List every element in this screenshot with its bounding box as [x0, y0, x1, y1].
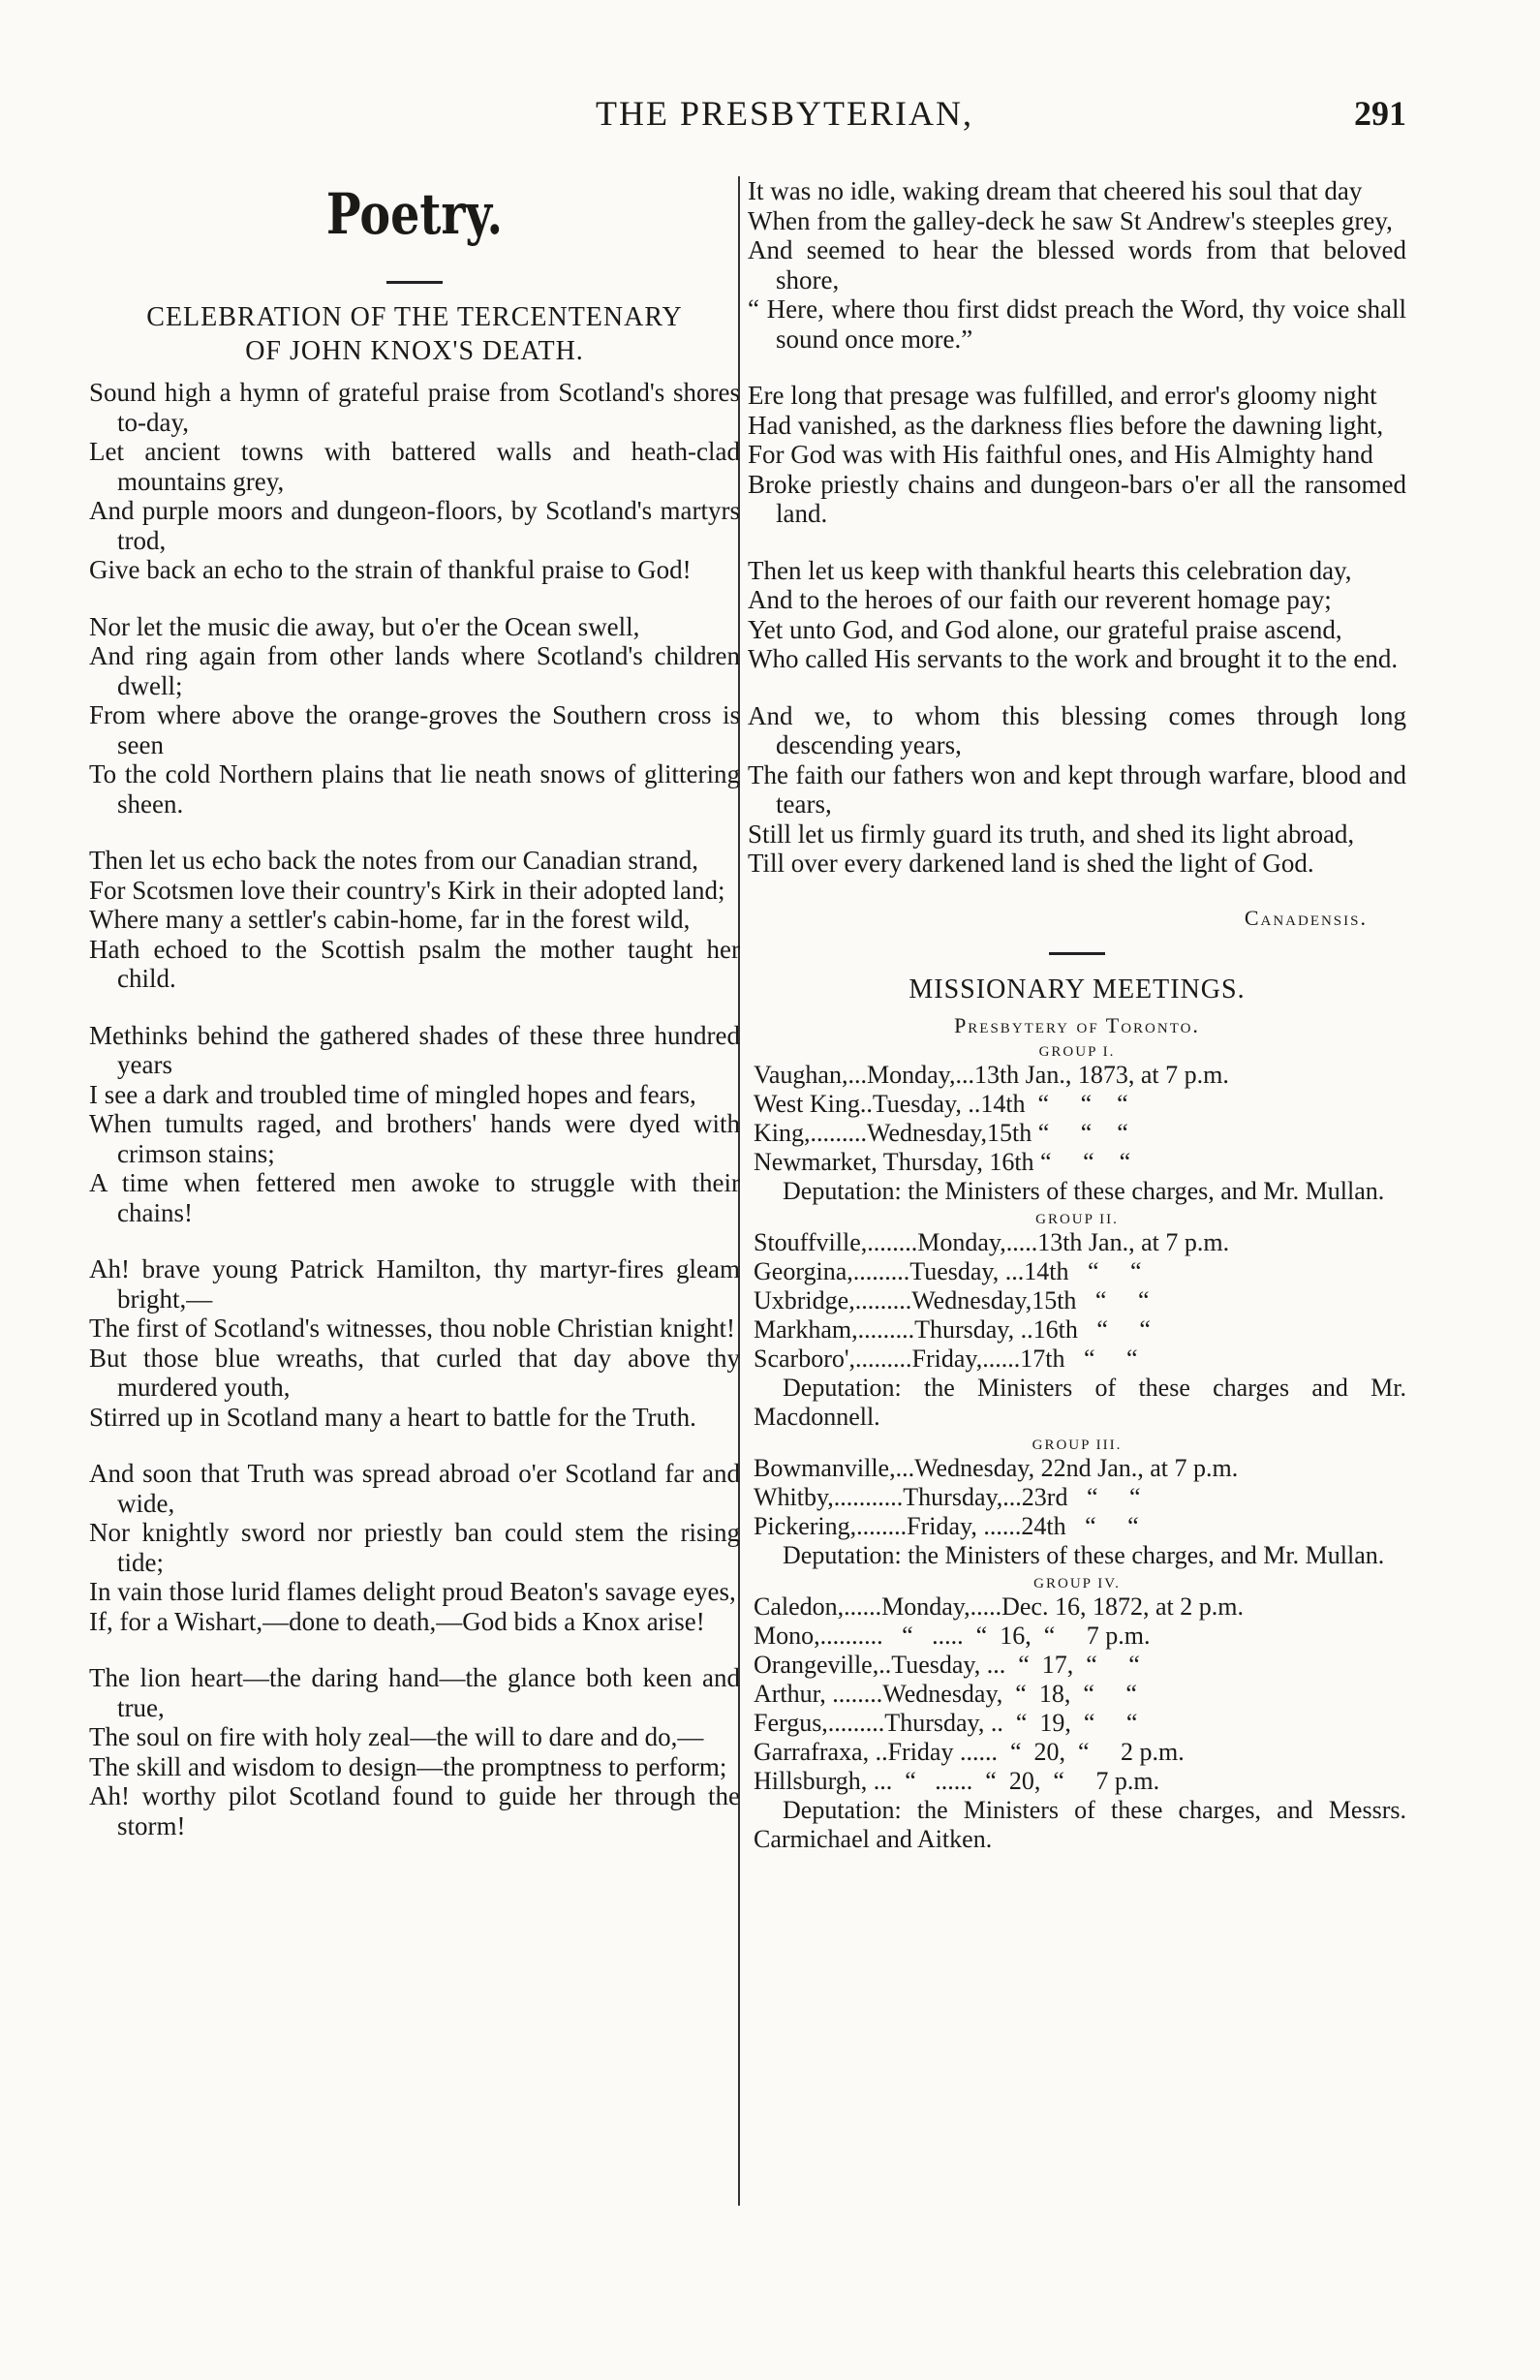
- meeting-line: Newmarket, Thursday, 16th “ “ “: [754, 1147, 1131, 1176]
- verse-line: Had vanished, as the darkness flies before the dawning light,: [748, 410, 1384, 440]
- verse-line: And purple moors and dungeon-floors, by Scotland's martyrs trod,: [89, 496, 740, 555]
- deputation-note: Deputation: the Ministers of these charges, and Messrs. Carmichael and Aitken.: [754, 1795, 1406, 1853]
- stanza: [89, 612, 740, 819]
- verse-line: Give back an echo to the strain of thankful praise to God!: [89, 555, 692, 585]
- verse-line: Let ancient towns with battered walls and heath-clad mountains grey,: [89, 437, 740, 496]
- section-rule: [1049, 952, 1105, 955]
- presbytery-subtitle: Presbytery of Toronto.: [954, 1012, 1200, 1037]
- verse-line: Ah! worthy pilot Scotland found to guide her through the storm!: [89, 1781, 740, 1840]
- meeting-line: Stouffville,........Monday,.....13th Jan., at 7 p.m.: [754, 1227, 1230, 1256]
- meeting-line: West King..Tuesday, ..14th “ “ “: [754, 1089, 1128, 1118]
- verse-line: The faith our fathers won and kept through warfare, blood and tears,: [748, 759, 1406, 819]
- verse-line: For Scotsmen love their country's Kirk in their adopted land;: [89, 875, 725, 905]
- stanza: [748, 381, 1406, 529]
- stanza: [89, 1254, 740, 1432]
- verse-line: “ Here, where thou first didst preach the Word, thy voice shall sound once more.”: [748, 294, 1406, 354]
- verse-line: The soul on fire with holy zeal—the will to dare and do,—: [89, 1722, 704, 1752]
- missionary-title: MISSIONARY MEETINGS.: [909, 974, 1246, 1005]
- stanza: [748, 176, 1406, 354]
- group-label: GROUP III.: [1032, 1437, 1123, 1453]
- left-column: [89, 176, 740, 1868]
- deputation-note: Deputation: the Ministers of these charges and Mr. Macdonnell.: [754, 1373, 1406, 1431]
- verse-line: Till over every darkened land is shed the light of God.: [748, 849, 1314, 878]
- verse-line: Stirred up in Scotland many a heart to battle for the Truth.: [89, 1402, 696, 1432]
- verse-line: Sound high a hymn of grateful praise from Scotland's shores to-day,: [89, 378, 740, 437]
- meeting-line: Georgina,.........Tuesday, ...14th “ “: [754, 1256, 1142, 1285]
- verse-line: The lion heart—the daring hand—the glance both keen and true,: [89, 1663, 740, 1722]
- verse-line: In vain those lurid flames delight proud Beaton's savage eyes,: [89, 1577, 736, 1607]
- stanza: [748, 556, 1406, 674]
- verse-line: And ring again from other lands where Scotland's children dwell;: [89, 641, 740, 700]
- verse-line: Broke priestly chains and dungeon-bars o'er all the ransomed land.: [748, 469, 1406, 528]
- meeting-line: Arthur, ........Wednesday, “ 18, “ “: [754, 1679, 1137, 1708]
- meeting-line: Markham,.........Thursday, ..16th “ “: [754, 1314, 1151, 1344]
- verse-line: Where many a settler's cabin-home, far in the forest wild,: [89, 905, 691, 935]
- group-label: GROUP I.: [1038, 1043, 1116, 1060]
- verse-line: Still let us firmly guard its truth, and shed its light abroad,: [748, 819, 1355, 849]
- verse-line: But those blue wreaths, that curled that day above thy murdered youth,: [89, 1343, 740, 1403]
- verse-line: Nor knightly sword nor priestly ban could stem the rising tide;: [89, 1518, 740, 1577]
- verse-line: I see a dark and troubled time of mingled hopes and fears,: [89, 1079, 696, 1109]
- verse-line: Nor let the music die away, but o'er the Ocean swell,: [89, 611, 640, 641]
- group-label: GROUP IV.: [1033, 1575, 1121, 1592]
- meeting-groups: [748, 1044, 1406, 1854]
- verse-line: For God was with His faithful ones, and His Almighty hand: [748, 440, 1373, 469]
- verse-line: The skill and wisdom to design—the promptness to perform;: [89, 1751, 727, 1781]
- meeting-line: Uxbridge,.........Wednesday,15th “ “: [754, 1285, 1150, 1314]
- section-heading: Poetry.: [325, 181, 504, 247]
- verse-line: Hath echoed to the Scottish psalm the mother taught her child.: [89, 934, 740, 994]
- verse-line: If, for a Wishart,—done to death,—God bids a Knox arise!: [89, 1606, 705, 1636]
- stanza: [89, 1459, 740, 1636]
- heading-rule: [386, 281, 443, 284]
- deputation-note: Deputation: the Ministers of these charges, and Mr. Mullan.: [783, 1540, 1385, 1569]
- meeting-line: King,.........Wednesday,15th “ “ “: [754, 1118, 1128, 1147]
- deputation-note: Deputation: the Ministers of these charges, and Mr. Mullan.: [783, 1176, 1385, 1205]
- meeting-line: Orangeville,..Tuesday, ... “ 17, “ “: [754, 1650, 1140, 1679]
- meeting-line: Hillsburgh, ... “ ...... “ 20, “ 7 p.m.: [754, 1766, 1160, 1795]
- stanza: [89, 846, 740, 994]
- stanza: [748, 701, 1406, 879]
- meeting-line: Garrafraxa, ..Friday ...... “ 20, “ 2 p.m.: [754, 1737, 1185, 1766]
- poem-title: [89, 301, 740, 368]
- group-label: GROUP II.: [1035, 1211, 1119, 1227]
- poem-title-line: OF JOHN KNOX'S DEATH.: [245, 335, 584, 366]
- verse-line: Ere long that presage was fulfilled, and error's gloomy night: [748, 381, 1377, 410]
- page-number: 291: [1354, 94, 1406, 133]
- stanza: [89, 1021, 740, 1228]
- poem-title-line: CELEBRATION OF THE TERCENTENARY: [146, 301, 683, 332]
- verse-line: From where above the orange-groves the Southern cross is seen: [89, 700, 740, 759]
- verse-line: And soon that Truth was spread abroad o'er Scotland far and wide,: [89, 1459, 740, 1518]
- verse-line: And we, to whom this blessing comes through long descending years,: [748, 700, 1406, 759]
- left-poem-body: [89, 378, 740, 1840]
- verse-line: Ah! brave young Patrick Hamilton, thy martyr-fires gleam bright,—: [89, 1254, 740, 1314]
- meeting-line: Mono,.......... “ ..... “ 16, “ 7 p.m.: [754, 1621, 1151, 1650]
- meeting-line: Vaughan,...Monday,...13th Jan., 1873, at 7 p.m.: [754, 1060, 1229, 1089]
- right-column: [748, 176, 1406, 1860]
- verse-line: And to the heroes of our faith our reverent homage pay;: [748, 585, 1332, 614]
- meeting-line: Bowmanville,...Wednesday, 22nd Jan., at 7 p.m.: [754, 1453, 1239, 1482]
- meeting-line: Scarboro',.........Friday,......17th “ “: [754, 1344, 1138, 1373]
- verse-line: To the cold Northern plains that lie neath snows of glittering sheen.: [89, 759, 740, 819]
- meeting-line: Pickering,........Friday, ......24th “ “: [754, 1511, 1139, 1540]
- verse-line: Yet unto God, and God alone, our grateful praise ascend,: [748, 614, 1342, 644]
- journal-title: THE PRESBYTERIAN,: [595, 94, 973, 133]
- verse-line: A time when fettered men awoke to struggle with their chains!: [89, 1168, 740, 1227]
- stanza: [89, 378, 740, 585]
- verse-line: Who called His servants to the work and brought it to the end.: [748, 644, 1399, 673]
- poem-signature: Canadensis.: [1244, 905, 1368, 930]
- verse-line: It was no idle, waking dream that cheered his soul that day: [748, 176, 1363, 205]
- right-poem-body: [748, 176, 1406, 879]
- stanza: [89, 1663, 740, 1840]
- verse-line: Methinks behind the gathered shades of these three hundred years: [89, 1020, 740, 1080]
- meeting-line: Whitby,...........Thursday,...23rd “ “: [754, 1482, 1141, 1511]
- verse-line: And seemed to hear the blessed words from that beloved shore,: [748, 235, 1406, 294]
- meeting-line: Caledon,......Monday,.....Dec. 16, 1872, at 2 p.m.: [754, 1592, 1244, 1621]
- verse-line: Then let us echo back the notes from our Canadian strand,: [89, 846, 699, 876]
- verse-line: When from the galley-deck he saw St Andrew's steeples grey,: [748, 205, 1393, 235]
- verse-line: When tumults raged, and brothers' hands were dyed with crimson stains;: [89, 1109, 740, 1168]
- verse-line: The first of Scotland's witnesses, thou noble Christian knight!: [89, 1314, 736, 1344]
- running-head: [0, 93, 1540, 141]
- verse-line: Then let us keep with thankful hearts this celebration day,: [748, 555, 1352, 585]
- meeting-line: Fergus,.........Thursday, .. “ 19, “ “: [754, 1708, 1138, 1737]
